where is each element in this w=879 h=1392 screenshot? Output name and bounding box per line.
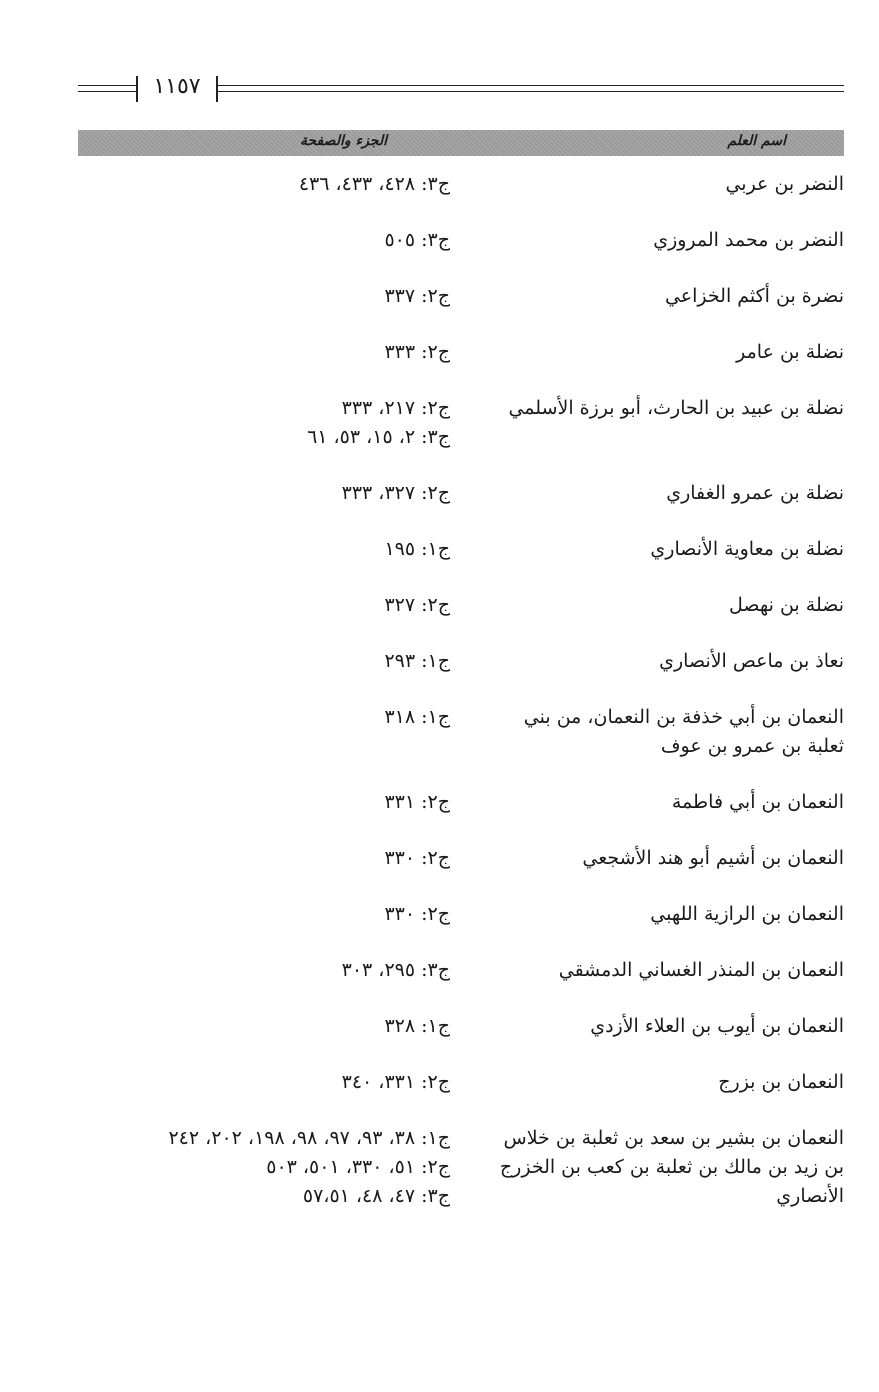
index-entry [78, 1124, 844, 1211]
entry-references [78, 956, 450, 985]
entry-name: نضلة بن نهصل [729, 594, 844, 616]
entry-name: النعمان بن الرازية اللهبي [650, 903, 844, 925]
column-header-bar [78, 130, 844, 156]
volume-page-reference: ج٣: ٤٢٨، ٤٣٣، ٤٣٦ [298, 173, 450, 195]
index-entry [78, 844, 844, 873]
entry-references [78, 394, 450, 452]
volume-page-reference: ج٢: ٣٢٧، ٣٣٣ [341, 482, 450, 504]
index-entry [78, 591, 844, 620]
volume-page-reference: ج٢: ٣٣١ [384, 791, 450, 813]
entry-references [78, 703, 450, 732]
volume-page-reference: ج٣: ٤٧، ٤٨، ٥٧،٥١ [302, 1185, 450, 1207]
index-entry [78, 226, 844, 255]
entry-references [78, 900, 450, 929]
volume-page-reference: ج١: ٣٢٨ [384, 1015, 450, 1037]
entry-name: النعمان بن بشير بن سعد بن ثعلبة بن خلاس بن زيد بن مالك بن ثعلبة بن كعب بن الخزرج الأنصاري [499, 1127, 844, 1207]
entry-references [78, 844, 450, 873]
volume-page-reference: ج٣: ٥٠٥ [384, 229, 450, 251]
volume-page-reference: ج١: ٣٨، ٩٣، ٩٧، ٩٨، ١٩٨، ٢٠٢، ٢٤٢ [168, 1127, 450, 1149]
volume-page-reference: ج٢: ٣٣١، ٣٤٠ [341, 1071, 450, 1093]
volume-page-reference: ج٢: ٣٢٧ [384, 594, 450, 616]
index-entry [78, 900, 844, 929]
entry-name: نضرة بن أكثم الخزاعي [664, 285, 844, 307]
volume-page-reference: ج٢: ٣٣٧ [384, 285, 450, 307]
volume-page-reference: ج٢: ٣٣٠ [384, 903, 450, 925]
entry-name: النضر بن عربي [725, 173, 844, 195]
index-entry [78, 338, 844, 367]
entry-name: النعمان بن المنذر الغساني الدمشقي [558, 959, 844, 981]
entry-name: نضلة بن عمرو الغفاري [666, 482, 844, 504]
index-entry [78, 535, 844, 564]
index-entry [78, 1068, 844, 1097]
entry-references [78, 647, 450, 676]
entry-references [78, 282, 450, 311]
name-column-header: اسم العلم [727, 133, 786, 149]
entry-name: النضر بن محمد المروزي [653, 229, 844, 251]
index-entry [78, 956, 844, 985]
header-tick-left [136, 76, 138, 102]
volume-page-reference: ج٢: ٢١٧، ٣٣٣ [341, 397, 450, 419]
volume-page-reference: ج٢: ٥١، ٣٣٠، ٥٠١، ٥٠٣ [266, 1156, 450, 1178]
entry-name: نضلة بن معاوية الأنصاري [650, 538, 844, 560]
pages-column-header: الجزء والصفحة [300, 133, 388, 149]
entry-name: النعمان بن أشيم أبو هند الأشجعي [582, 847, 844, 869]
page-number: ١١٥٧ [153, 74, 201, 99]
volume-page-reference: ج٢: ٣٣٣ [384, 341, 450, 363]
entry-references [78, 338, 450, 367]
index-entry [78, 282, 844, 311]
page-header [78, 76, 844, 104]
volume-page-reference: ج٣: ٢٩٥، ٣٠٣ [341, 959, 450, 981]
entry-references [78, 1012, 450, 1041]
index-entry [78, 647, 844, 676]
index-entry [78, 1012, 844, 1041]
entry-name: النعمان بن أبي خذفة بن النعمان، من بني ثعلبة بن عمرو بن عوف [523, 706, 844, 757]
header-rule-right [218, 85, 844, 92]
entry-references [78, 1068, 450, 1097]
index-entry [78, 703, 844, 761]
index-entries [78, 170, 844, 1238]
volume-page-reference: ج٣: ٢، ١٥، ٥٣، ٦١ [307, 426, 450, 448]
entry-references [78, 1124, 450, 1211]
index-entry [78, 788, 844, 817]
entry-references [78, 479, 450, 508]
entry-references [78, 591, 450, 620]
entry-name: النعمان بن أبي فاطمة [671, 791, 844, 813]
volume-page-reference: ج١: ٢٩٣ [384, 650, 450, 672]
entry-references [78, 788, 450, 817]
entry-name: نضلة بن عبيد بن الحارث، أبو برزة الأسلمي [508, 397, 844, 419]
index-entry [78, 394, 844, 452]
entry-references [78, 535, 450, 564]
entry-name: النعمان بن أيوب بن العلاء الأزدي [590, 1015, 844, 1037]
entry-references [78, 226, 450, 255]
entry-name: نعاذ بن ماعص الأنصاري [659, 650, 844, 672]
entry-name: نضلة بن عامر [736, 341, 844, 363]
entry-name: النعمان بن بزرج [718, 1071, 844, 1093]
entry-references [78, 170, 450, 199]
volume-page-reference: ج١: ٣١٨ [384, 706, 450, 728]
volume-page-reference: ج١: ١٩٥ [384, 538, 450, 560]
index-entry [78, 479, 844, 508]
index-entry [78, 170, 844, 199]
header-rule-left [78, 85, 136, 92]
volume-page-reference: ج٢: ٣٣٠ [384, 847, 450, 869]
